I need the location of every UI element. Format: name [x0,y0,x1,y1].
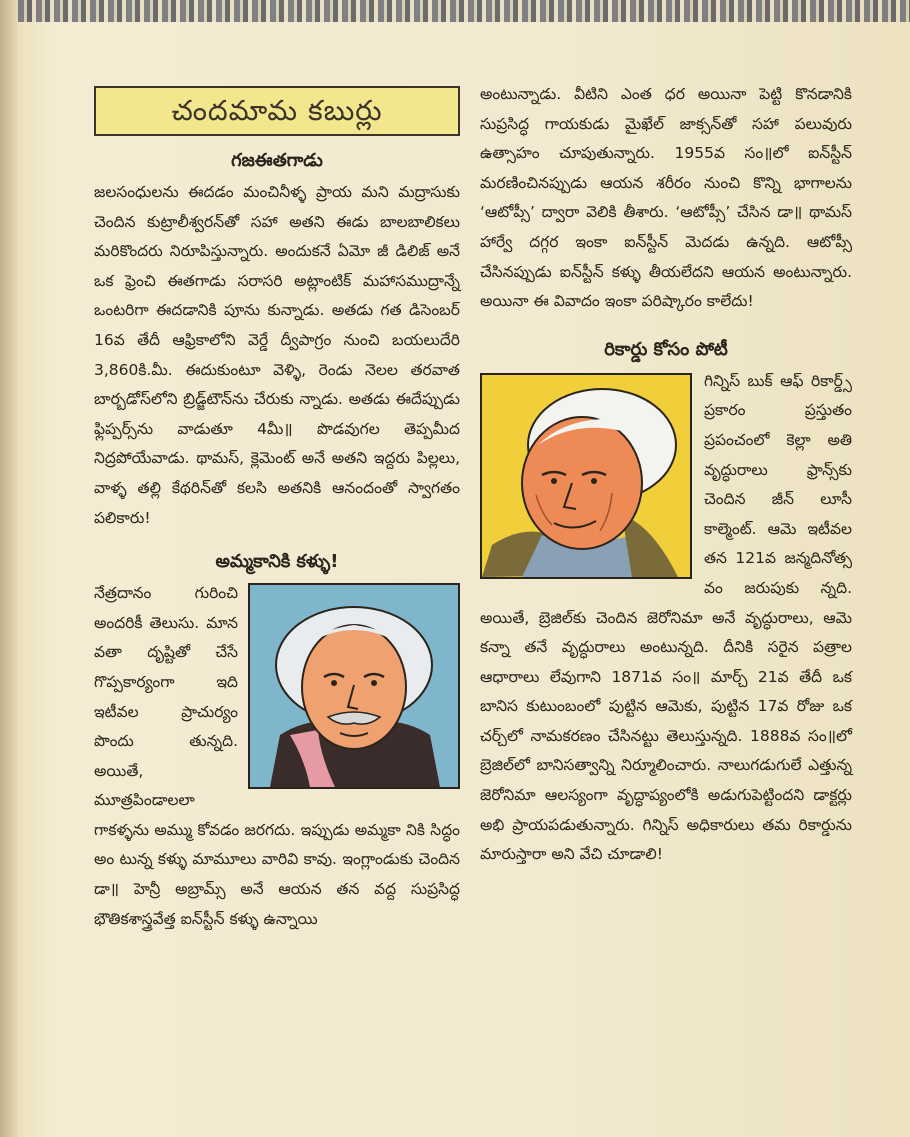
einstein-illustration [248,583,460,789]
article1-body: జలసంధులను ఈదడం మంచినీళ్ళ ప్రాయ మని మద్రాసుకు చెందిన కుట్రాలీశ్వరన్‌తో సహా అతని ఈడు బాలబాలికలు మరికొందరు నిరూపిస్తున్నారు. అందుకనే ఏమో జీ డిలిజ్ అనే ఒక ఫ్రెంచి ఈతగాడు సరాసరి అట్లాంటిక్ మహాసముద్రాన్నే ఒంటరిగా ఈదడానికి పూను కున్నాడు. అతడు గత డిసెంబర్ 16వ తేదీ ఆఫ్రికాలోని వెర్డే ద్వీపాగ్రం నుంచి బయలుదేరి 3,860కి.మీ. ఈదుకుంటూ వెళ్ళి, రెండు నెలల తరవాత బార్బడోస్‌లోని బ్రిడ్జ్‌టౌన్‌ను చేరుకు న్నాడు. అతడు ఈదేప్పుడు ఫ్లిప్పర్స్‌ను వాడుతూ 4మీ॥ పొడవుగల తెప్పమీద నిద్రపోయేవాడు. థామస్, క్లెమెంట్ అనే అతని ఇద్దరు పిల్లలు, వాళ్ళ తల్లి కేథరిన్‌తో కలసి అతనికి ఆనందంతో స్వాగతం పలికారు! [94,183,460,527]
page-gutter [0,0,18,1137]
article3-body: గిన్నిస్ బుక్ ఆఫ్ రికార్డ్స్ ప్రకారం ప్రస్తుతం ప్రపంచంలో కెల్లా అతి వృద్ధురాలు ఫ్రాన్స్‌కు చెందిన జీన్ లూసీ కాల్మెంట్. ఆమె ఇటీవల తన 121వ జన్మదినోత్స వం జరుపుకు న్నది. అయితే, బ్రెజిల్‌కు చెందిన జెరోనిమా అనే వృద్ధురాలు, ఆమె కన్నా తనే వృద్ధురాలు అంటున్నది. దీనికి సరైన పత్రాల ఆధారాలు లేవుగాని 1871వ సం॥ మార్చ్ 21వ తేదీ ఒక బానిస కుటుంబంలో పుట్టిన ఆమెకు, పుట్టిన 17వ రోజు ఒక చర్చ్‌లో నామకరణం చేసినట్టు తెలుస్తున్నది. 1888వ సం॥లో బ్రెజిల్‌లో బానిసత్వాన్ని నిర్మూలించారు. నాలుగడుగులే ఎత్తున్న జెరోనిమా ఆలస్యంగా వృద్ధాప్యంలోకి అడుగుపెట్టిందని డాక్టర్లు అభి ప్రాయపడుతున్నారు. గిన్నిస్ అధికారులు తమ రికార్డును మారుస్తారా అని వేచి చూడాలి! [480,371,852,864]
article1-heading: గజఈతగాడు [231,150,323,171]
right-column [480,80,852,870]
masthead-box [94,86,460,136]
article2-body-part1: నేత్రదానం గురించి అందరికీ తెలుసు. మాన వతా దృష్టితో చేసే గొప్పకార్యంగా ఇది ఇటీవల ప్రాచుర్యం పొందు తున్నది. అయితే, మూత్రపిండాలలా గాకళ్ళను అమ్ము కోవడం జరగదు. ఇప్పుడు అమ్మకా నికి సిద్ధం అం టున్న కళ్ళు మామూలు వారివి కావు. ఇంగ్లాండుకు చెందిన డా॥ హెన్రీ అబ్రామ్స్ అనే ఆయన తన వద్ద సుప్రసిద్ధ భౌతికశాస్త్రవేత్త ఐన్‌స్టీన్ కళ్ళు ఉన్నాయి [94,584,460,928]
article2-body-part2: అంటున్నాడు. వీటిని ఎంత ధర అయినా పెట్టి కొనడానికి సుప్రసిద్ధ గాయకుడు మైఖేల్ జాక్సన్‌తో సహా పలువురు ఉత్సాహం చూపుతున్నారు. 1955వ సం॥లో ఐన్‌స్టీన్ మరణించినప్పుడు ఆయన శరీరం నుంచి కొన్ని భాగాలను ‘ఆటోప్సీ’ ద్వారా వెలికి తీశారు. ‘ఆటోప్సీ’ చేసిన డా॥ థామస్ హార్వే దగ్గర ఇంకా ఐన్‌స్టీన్ మెదడు ఉన్నది. ఆటోప్సీ చేసినప్పుడు ఐన్‌స్టీన్ కళ్ళు తీయలేదని ఆయన అంటున్నారు. అయినా ఈ వివాదం ఇంకా పరిష్కారం కాలేదు! [480,85,852,311]
old-lady-portrait-icon [482,375,690,577]
old-lady-illustration [480,373,692,579]
article2-heading: అమ్మకానికి కళ్ళు! [215,551,339,573]
masthead-title: చందమామ కబుర్లు [171,94,383,128]
einstein-portrait-icon [250,585,458,787]
left-column [94,80,460,934]
binding-edge [0,0,910,22]
article3-heading: రికార్డు కోసం పోటీ [604,338,728,360]
